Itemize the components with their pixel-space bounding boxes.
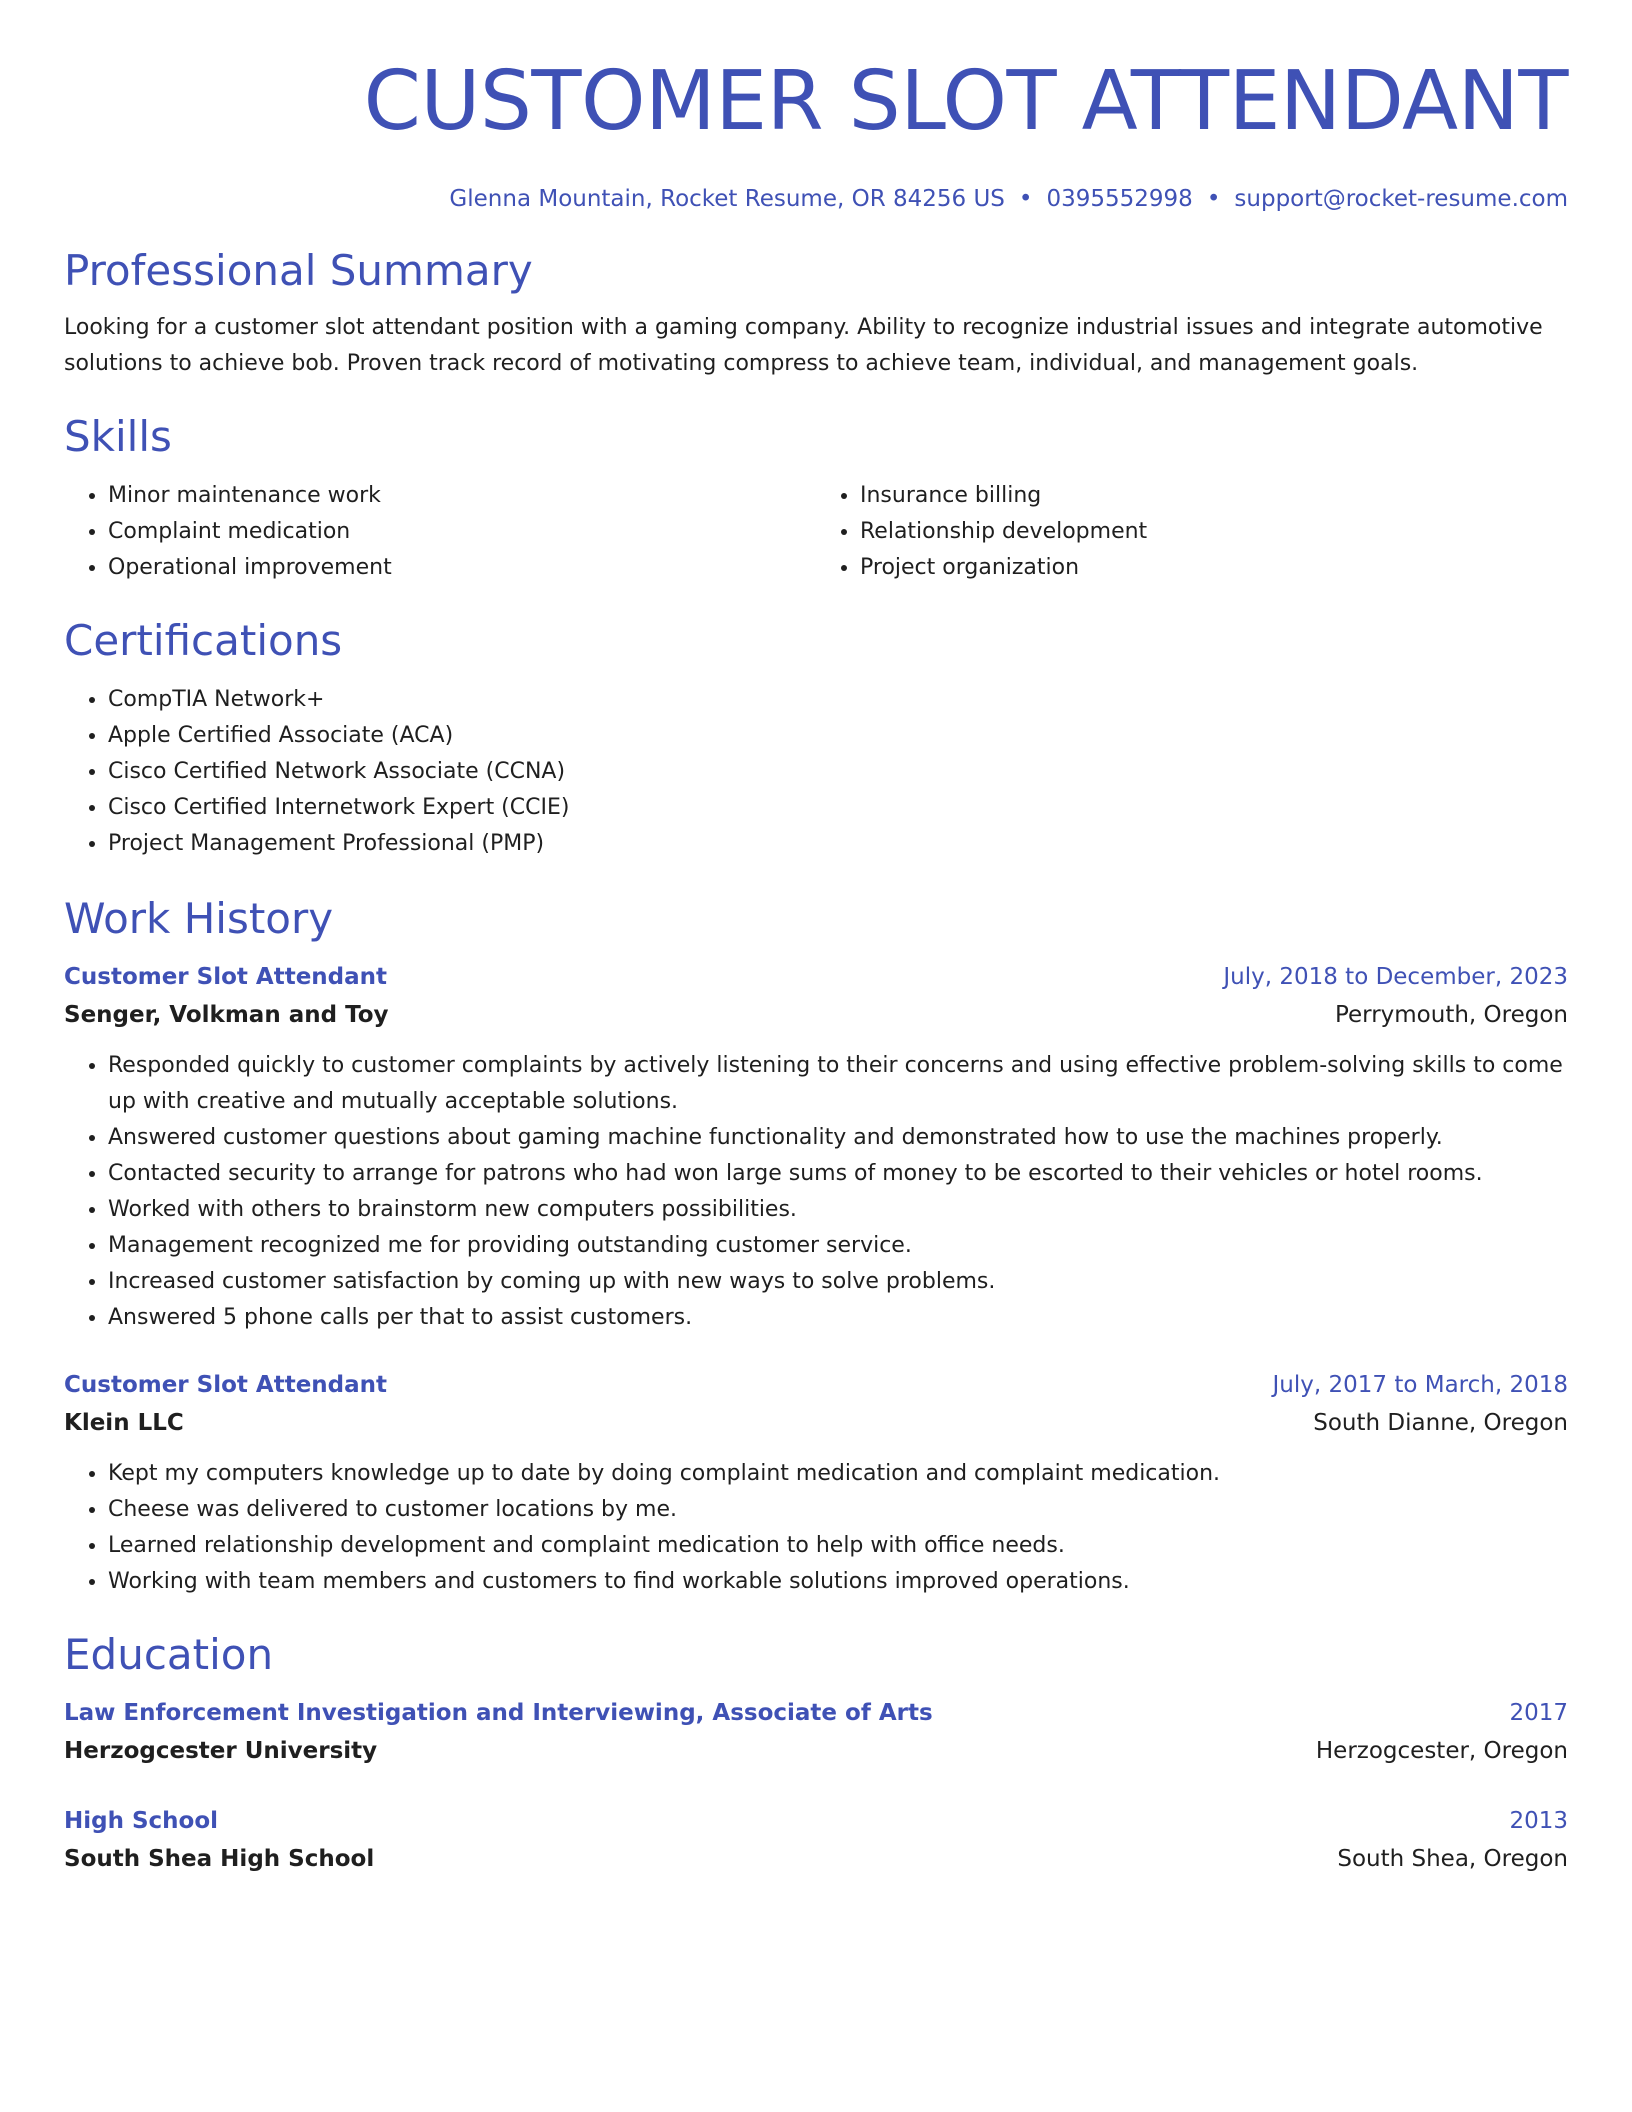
education-school: Herzogcester University: [64, 1738, 378, 1764]
contact-line: [64, 184, 1568, 214]
job-header-row: [64, 1366, 1568, 1404]
job-dates: July, 2018 to December, 2023: [1223, 964, 1568, 990]
education-header-row: [64, 1694, 1568, 1732]
job-entry: [64, 1366, 1568, 1600]
section-title-education: Education: [64, 1630, 274, 1679]
contact-address: Glenna Mountain, Rocket Resume, OR 84256 US: [449, 186, 1005, 212]
job-org-row: [64, 1404, 1568, 1442]
education-entry: [64, 1802, 1568, 1878]
education-degree: Law Enforcement Investigation and Interviewing, Associate of Arts: [64, 1700, 933, 1726]
list-item: • Management recognized me for providing outstanding customer service.: [108, 1228, 1568, 1264]
contact-email[interactable]: support@rocket-resume.com: [1234, 186, 1568, 212]
list-item: • Apple Certified Associate (ACA): [108, 718, 1568, 754]
education-entry: [64, 1694, 1568, 1770]
list-item: • Cheese was delivered to customer locations by me.: [108, 1492, 1568, 1528]
education-school-row: [64, 1732, 1568, 1770]
education-school: South Shea High School: [64, 1846, 375, 1872]
job-header-row: [64, 958, 1568, 996]
job-org-row: [64, 996, 1568, 1034]
list-item: • Answered customer questions about gaming machine functionality and demonstrated how to use the machines properly.: [108, 1120, 1568, 1156]
summary-text: Looking for a customer slot attendant position with a gaming company. Ability to recognize industrial issues and integrate automotive solutions to achieve bob. Proven track record of motivating compress to achieve team, individual, and management goals.: [64, 315, 1543, 376]
list-item: • Contacted security to arrange for patrons who had won large sums of money to be escorted to their vehicles or hotel rooms.: [108, 1156, 1568, 1192]
resume-name: CUSTOMER SLOT ATTENDANT: [363, 54, 1568, 149]
list-item: • Relationship development: [860, 514, 1568, 550]
job-location: South Dianne, Oregon: [1313, 1410, 1568, 1436]
list-item: • Answered 5 phone calls per that to assist customers.: [108, 1300, 1568, 1336]
list-item: • Cisco Certified Internetwork Expert (CCIE): [108, 790, 1568, 826]
section-title-work-history: Work History: [64, 894, 334, 943]
contact-phone: 0395552998: [1046, 186, 1193, 212]
education-section: [64, 1630, 1568, 1878]
job-dates: July, 2017 to March, 2018: [1272, 1372, 1568, 1398]
list-item: • Project organization: [860, 550, 1568, 586]
skills-section: [64, 412, 1568, 586]
skills-list-right: [816, 478, 1568, 586]
section-title-summary: Professional Summary: [64, 246, 533, 295]
job-entry: [64, 958, 1568, 1336]
certifications-section: [64, 616, 1568, 862]
contact-separator: •: [1018, 186, 1033, 212]
job-company: Klein LLC: [64, 1410, 184, 1436]
list-item: • Complaint medication: [108, 514, 816, 550]
list-item: • Insurance billing: [860, 478, 1568, 514]
list-item: • Worked with others to brainstorm new computers possibilities.: [108, 1192, 1568, 1228]
job-location: Perrymouth, Oregon: [1334, 1002, 1568, 1028]
education-school-row: [64, 1840, 1568, 1878]
work-history-section: [64, 894, 1568, 1600]
education-year: 2017: [1509, 1700, 1568, 1726]
list-item: • Increased customer satisfaction by coming up with new ways to solve problems.: [108, 1264, 1568, 1300]
education-location: South Shea, Oregon: [1337, 1846, 1568, 1872]
list-item: • Cisco Certified Network Associate (CCNA): [108, 754, 1568, 790]
list-item: • Operational improvement: [108, 550, 816, 586]
job-title: Customer Slot Attendant: [64, 964, 388, 990]
job-title: Customer Slot Attendant: [64, 1372, 388, 1398]
list-item: • Kept my computers knowledge up to date by doing complaint medication and complaint medication.: [108, 1456, 1568, 1492]
list-item: • Working with team members and customers to find workable solutions improved operations.: [108, 1564, 1568, 1600]
job-bullets: [64, 1456, 1568, 1600]
list-item: • Learned relationship development and complaint medication to help with office needs.: [108, 1528, 1568, 1564]
section-title-skills: Skills: [64, 412, 172, 461]
job-bullets: [64, 1048, 1568, 1336]
list-item: • Project Management Professional (PMP): [108, 826, 1568, 862]
job-company: Senger, Volkman and Toy: [64, 1002, 389, 1028]
education-header-row: [64, 1802, 1568, 1840]
section-title-certifications: Certifications: [64, 616, 343, 665]
skills-grid: [64, 478, 1568, 586]
certifications-list: [64, 682, 1568, 862]
list-item: • Responded quickly to customer complaints by actively listening to their concerns and using effective problem-solving skills to come up with creative and mutually acceptable solutions.: [108, 1048, 1568, 1120]
skills-list-left: [64, 478, 816, 586]
education-year: 2013: [1509, 1808, 1568, 1834]
contact-separator: •: [1206, 186, 1221, 212]
education-location: Herzogcester, Oregon: [1315, 1738, 1568, 1764]
list-item: • Minor maintenance work: [108, 478, 816, 514]
summary-section: [64, 246, 1568, 382]
list-item: • CompTIA Network+: [108, 682, 1568, 718]
education-degree: High School: [64, 1808, 219, 1834]
